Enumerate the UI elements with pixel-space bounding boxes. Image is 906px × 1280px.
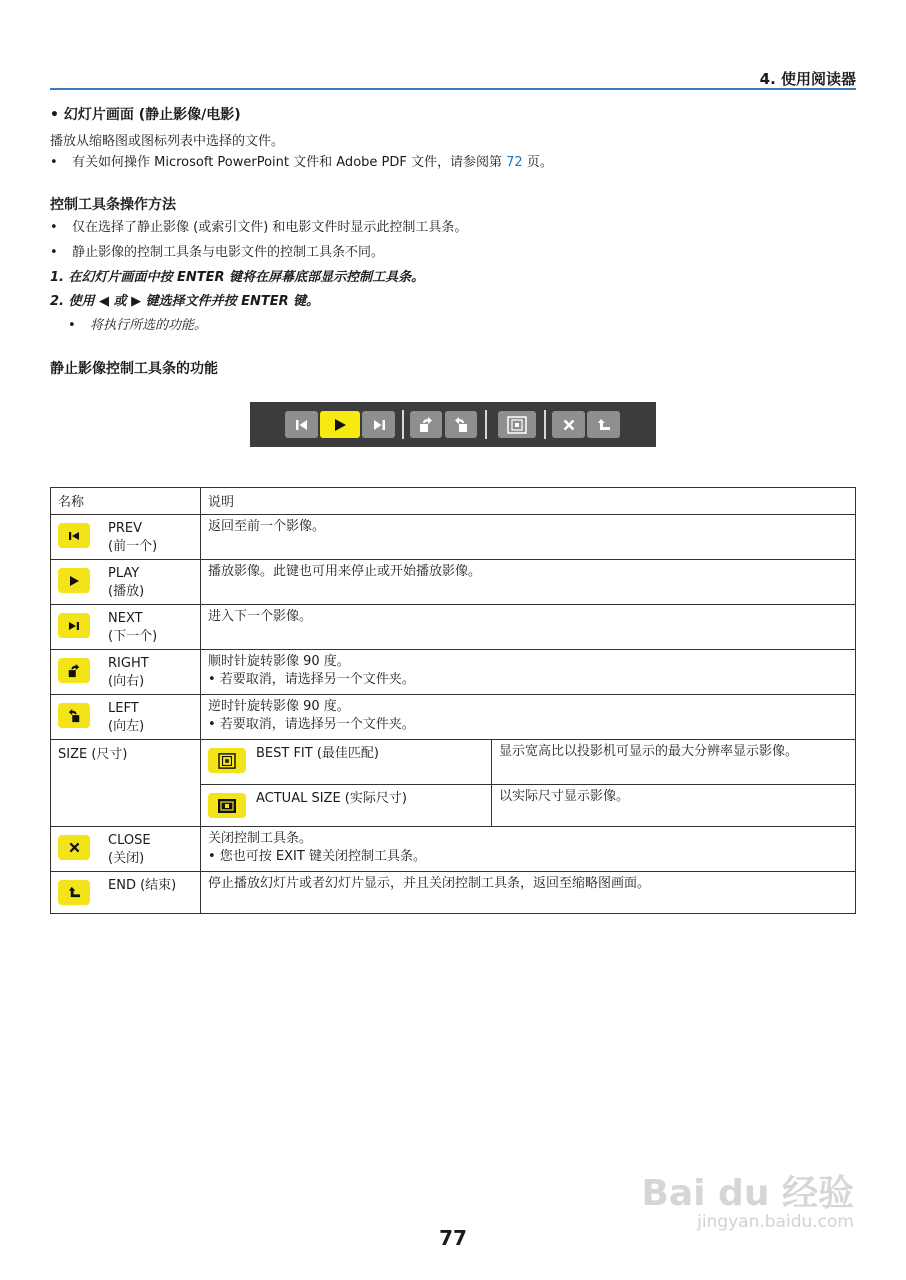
section-title-toolbar-ops: 控制工具条操作方法 (50, 197, 176, 213)
play-icon (58, 568, 90, 593)
toolbar-prev-button[interactable] (285, 411, 318, 438)
step-2: 2. 使用 ◀ 或 ▶ 键选择文件并按 ENTER 键。 (50, 294, 320, 309)
row-name: NEXT (108, 611, 143, 626)
watermark-brand: Bai du 经验 (641, 1173, 854, 1214)
function-table (50, 487, 856, 914)
table-row (51, 650, 856, 695)
close-icon (563, 419, 575, 431)
chapter-title: 4. 使用阅读器 (759, 70, 856, 88)
row-sub: (下一个) (108, 629, 158, 644)
row-desc: 播放影像。此键也可用来停止或开始播放影像。 (201, 560, 856, 605)
table-row (51, 872, 856, 914)
row-desc: 以实际尺寸显示影像。 (492, 785, 856, 827)
table-row (51, 605, 856, 650)
row-desc: 返回至前一个影像。 (201, 515, 856, 560)
row-desc: 停止播放幻灯片或者幻灯片显示，并且关闭控制工具条，返回至缩略图画面。 (201, 872, 856, 914)
row-desc: 进入下一个影像。 (201, 605, 856, 650)
row-sub: (向左) (108, 719, 145, 734)
toolbar-separator (402, 410, 404, 439)
rotate-right-icon (58, 658, 90, 683)
play-icon (333, 418, 347, 432)
toolbar-rotate-left-button[interactable] (445, 411, 477, 438)
header-name: 名称 (51, 488, 201, 515)
toolbar-next-button[interactable] (362, 411, 395, 438)
row-name: SIZE (尺寸) (51, 740, 201, 827)
row-desc-note: • 若要取消，请选择另一个文件夹。 (208, 672, 415, 687)
rotate-right-icon (418, 417, 434, 433)
header-description: 说明 (201, 488, 856, 515)
section-title-functions: 静止影像控制工具条的功能 (50, 361, 218, 377)
step-1: 1. 在幻灯片画面中按 ENTER 键将在屏幕底部显示控制工具条。 (50, 270, 425, 285)
page-number: 77 (439, 1226, 467, 1250)
row-name: BEST FIT (最佳匹配) (256, 746, 379, 761)
row-desc: 逆时针旋转影像 90 度。 (208, 699, 350, 714)
table-row (51, 827, 856, 872)
row-sub: (向右) (108, 674, 145, 689)
row-name: END (结束) (108, 878, 177, 893)
intro-text: 播放从缩略图或图标列表中选择的文件。 (50, 134, 285, 149)
table-row-size-best-fit (51, 740, 856, 785)
row-sub: (前一个) (108, 539, 158, 554)
bullet-2: • 静止影像的控制工具条与电影文件的控制工具条不同。 (50, 245, 385, 260)
row-name: ACTUAL SIZE (实际尺寸) (256, 791, 407, 806)
prev-icon (295, 419, 309, 431)
toolbar-size-button[interactable] (498, 411, 536, 438)
row-name: PLAY (108, 566, 140, 581)
table-row (51, 560, 856, 605)
row-desc: 关闭控制工具条。 (208, 831, 313, 846)
prev-icon (58, 523, 90, 548)
row-desc: 显示宽高比以投影机可显示的最大分辨率显示影像。 (492, 740, 856, 785)
rotate-left-icon (453, 417, 469, 433)
toolbar-separator (485, 410, 487, 439)
toolbar-end-button[interactable] (587, 411, 620, 438)
next-icon (372, 419, 386, 431)
row-sub: (关闭) (108, 851, 145, 866)
row-desc-note: • 您也可按 EXIT 键关闭控制工具条。 (208, 849, 426, 864)
toolbar-separator (544, 410, 546, 439)
control-toolbar (250, 402, 656, 447)
row-desc: 顺时针旋转影像 90 度。 (208, 654, 350, 669)
watermark-url: jingyan.baidu.com (697, 1212, 854, 1232)
rotate-left-icon (58, 703, 90, 728)
bullet-ppt-pdf: • 有关如何操作 Microsoft PowerPoint 文件和 Adobe PDF 文件，请参阅第 72 页。 (50, 155, 553, 170)
end-icon (597, 418, 611, 432)
table-row (51, 695, 856, 740)
row-name: CLOSE (108, 833, 151, 848)
header-divider (50, 88, 856, 90)
actual-size-icon (208, 793, 246, 818)
best-fit-icon (507, 416, 527, 434)
row-name: RIGHT (108, 656, 149, 671)
row-desc-note: • 若要取消，请选择另一个文件夹。 (208, 717, 415, 732)
close-icon (58, 835, 90, 860)
toolbar-rotate-right-button[interactable] (410, 411, 442, 438)
section-title-slideshow: • 幻灯片画面 (静止影像/电影) (50, 107, 241, 123)
best-fit-icon (208, 748, 246, 773)
toolbar-play-button[interactable] (320, 411, 360, 438)
row-sub: (播放) (108, 584, 145, 599)
next-icon (58, 613, 90, 638)
row-name: LEFT (108, 701, 139, 716)
page-link[interactable]: 72 (506, 155, 523, 170)
table-header-row (51, 488, 856, 515)
row-name: PREV (108, 521, 142, 536)
table-row (51, 515, 856, 560)
step-2-note: • 将执行所选的功能。 (68, 318, 208, 333)
bullet-1: • 仅在选择了静止影像 (或索引文件) 和电影文件时显示此控制工具条。 (50, 220, 468, 235)
toolbar-close-button[interactable] (552, 411, 585, 438)
end-icon (58, 880, 90, 905)
